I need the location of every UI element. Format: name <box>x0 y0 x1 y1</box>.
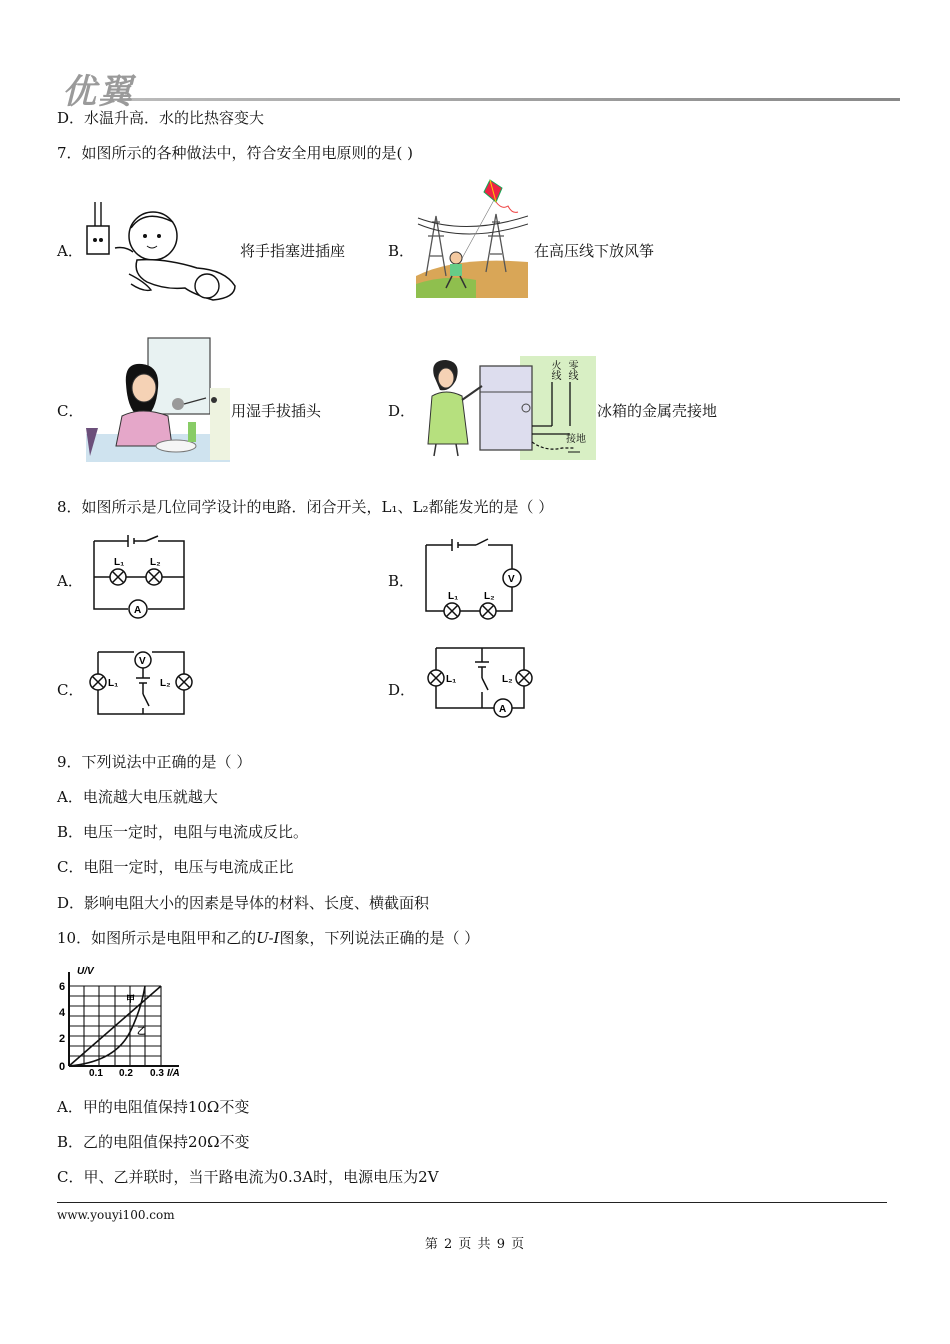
q8-a-ammeter-label: A <box>134 605 142 616</box>
q7-option-b-caption: 在高压线下放风筝 <box>534 242 655 260</box>
q7-option-c-letter: C． <box>57 402 84 420</box>
q7-fig-d-ground-label: 接地 <box>566 434 586 445</box>
q10-ytick-4: 4 <box>59 1007 66 1019</box>
q7-figure-a-child-socket <box>85 198 245 310</box>
q10-stem-variable: U-I <box>256 929 280 947</box>
q10-ytick-6: 6 <box>59 981 66 993</box>
q8-circuit-b <box>420 537 524 627</box>
q7-option-d-letter: D． <box>388 402 416 420</box>
page-number: 第 2 页 共 9 页 <box>424 1237 526 1252</box>
q6-option-d: D．水温升高．水的比热容变大 <box>57 109 265 127</box>
q7-figure-c-wet-hands-plug <box>86 336 230 466</box>
footer-url[interactable]: www.youyi100.com <box>57 1208 175 1222</box>
q8-a-l2-label: L₂ <box>150 557 161 568</box>
q8-option-d-letter: D． <box>388 681 416 699</box>
q10-ytick-0: 0 <box>59 1061 66 1073</box>
q10-option-b: B．乙的电阻值保持20Ω不变 <box>57 1133 250 1151</box>
header-logo-bar <box>60 68 900 112</box>
q8-d-l2-label: L₂ <box>502 674 513 685</box>
q7-stem: 7．如图所示的各种做法中，符合安全用电原则的是( ) <box>57 144 414 162</box>
q7-option-a-letter: A． <box>57 242 83 260</box>
q8-c-l2-label: L₂ <box>160 678 171 689</box>
q8-circuit-a <box>88 535 188 627</box>
q7-option-d-caption: 冰箱的金属壳接地 <box>597 402 718 420</box>
q7-option-c-caption: 用湿手拔插头 <box>231 402 322 420</box>
q9-stem: 9．下列说法中正确的是（ ） <box>57 753 252 771</box>
q10-ui-graph <box>55 962 195 1084</box>
q8-option-c-letter: C． <box>57 681 84 699</box>
q10-ylabel: U/V <box>77 966 94 977</box>
q8-c-voltmeter-label: V <box>139 656 146 667</box>
q10-curve-a-label: 甲 <box>126 994 136 1004</box>
q10-stem-suffix: 图象，下列说法正确的是（ ） <box>279 929 480 947</box>
q7-figure-d-fridge-grounded <box>416 356 596 464</box>
q10-xlabel: I/A <box>167 1068 180 1079</box>
q9-option-d: D．影响电阻大小的因素是导体的材料、长度、横截面积 <box>57 894 430 912</box>
q10-ytick-2: 2 <box>59 1033 66 1045</box>
q8-circuit-d <box>426 644 534 724</box>
q10-curve-b-label: 乙 <box>137 1026 147 1036</box>
q10-xtick-01: 0.1 <box>89 1068 103 1079</box>
q7-option-b-letter: B． <box>388 242 415 260</box>
q9-option-c: C．电阻一定时，电压与电流成正比 <box>57 858 294 876</box>
q8-option-a-letter: A． <box>57 572 83 590</box>
q8-d-l1-label: L₁ <box>446 674 457 685</box>
q8-b-l1-label: L₁ <box>448 591 459 602</box>
q10-option-a: A．甲的电阻值保持10Ω不变 <box>57 1098 250 1116</box>
q8-b-voltmeter-label: V <box>508 574 515 585</box>
q10-option-c: C．甲、乙并联时，当干路电流为0.3A时，电源电压为2V <box>57 1168 439 1186</box>
q9-option-a: A．电流越大电压就越大 <box>57 788 218 806</box>
q7-fig-d-neutral-label: 零线 <box>566 360 577 380</box>
q8-circuit-c <box>86 648 194 724</box>
q8-d-ammeter-label: A <box>499 704 507 715</box>
q8-c-l1-label: L₁ <box>108 678 119 689</box>
q9-option-b: B．电压一定时，电阻与电流成反比。 <box>57 823 309 841</box>
q7-figure-b-kite-power-line <box>416 176 528 302</box>
q10-stem-prefix: 10．如图所示是电阻甲和乙的 <box>57 929 257 947</box>
q8-stem: 8．如图所示是几位同学设计的电路．闭合开关，L₁、L₂都能发光的是（ ） <box>57 498 554 516</box>
q7-option-a-caption: 将手指塞进插座 <box>240 242 346 260</box>
q10-xtick-03: 0.3 <box>150 1068 164 1079</box>
logo-text: 优翼 <box>62 72 134 112</box>
footer-rule <box>57 1202 887 1203</box>
q8-b-l2-label: L₂ <box>484 591 495 602</box>
q7-fig-d-live-label: 火线 <box>549 360 560 380</box>
q8-option-b-letter: B． <box>388 572 415 590</box>
q10-xtick-02: 0.2 <box>119 1068 133 1079</box>
logo-rule <box>60 68 900 104</box>
q10-stem <box>57 927 479 948</box>
q8-a-l1-label: L₁ <box>114 557 125 568</box>
